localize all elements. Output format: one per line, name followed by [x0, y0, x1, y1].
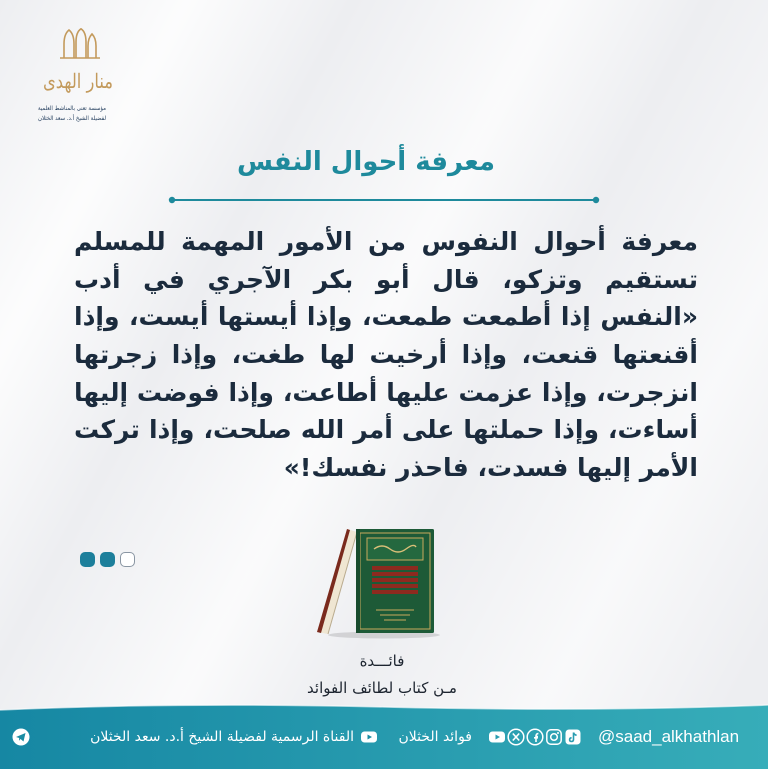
body-line: «النفس إذا أطمعت طمعت، وإذا أيستها أيست، وإذا [74, 302, 698, 332]
book-illustration [312, 522, 442, 642]
tiktok-icon [564, 728, 582, 746]
body-line: معرفة أحوال النفوس من الأمور المهمة للمسلم [74, 227, 698, 256]
title-divider [168, 196, 600, 204]
logo-tagline-1: مؤسسة تعنى بالمناشط العلمية [38, 105, 106, 112]
pagination-dot[interactable] [120, 552, 135, 567]
body-line: أقنعتها قنعت، وإذا أرخيت لها طغت، وإذا زجرتها [74, 340, 698, 370]
pagination-dot[interactable] [100, 552, 115, 567]
logo-tagline-2: لفضيلة الشيخ أ.د. سعد الخثلان [38, 115, 114, 122]
caption-label: فائـــدة [359, 652, 405, 670]
instagram-icon [545, 728, 563, 746]
benefits-channel-label: فوائد الخثلان [398, 729, 472, 745]
youtube-icon [360, 728, 378, 746]
x-icon [507, 728, 525, 746]
body-line: أساءت، وإذا حملتها على أمر الله صلحت، وإذا تركت [74, 415, 698, 445]
body-line: الأمر إليها فسدت، فاحذر نفسك!» [283, 453, 698, 483]
body-line: انزجرت، وإذا عزمت عليها أطاعت، وإذا فوضت إليها [74, 377, 698, 407]
post-body [74, 223, 698, 487]
logo-name: منار الهدى [43, 69, 113, 93]
telegram-icon [12, 728, 30, 746]
facebook-icon [526, 728, 544, 746]
official-channel-label: القناة الرسمية لفضيلة الشيخ أ.د. سعد الخثلان [90, 729, 354, 745]
youtube-icon [488, 728, 506, 746]
social-handle: @saad_alkhathlan [598, 727, 740, 746]
leaning-book [317, 529, 357, 634]
dome-icon [60, 29, 100, 58]
body-line: تستقيم وتزكو، قال أبو بكر الآجري في أدب [74, 264, 698, 294]
logo [30, 28, 114, 126]
book-cover [356, 529, 434, 633]
carousel-pagination [80, 552, 135, 568]
caption-source: مـن كتاب لطائف الفوائد [307, 679, 457, 697]
post-title: معرفة أحوال النفس [236, 147, 496, 177]
pagination-dot[interactable] [80, 552, 95, 567]
